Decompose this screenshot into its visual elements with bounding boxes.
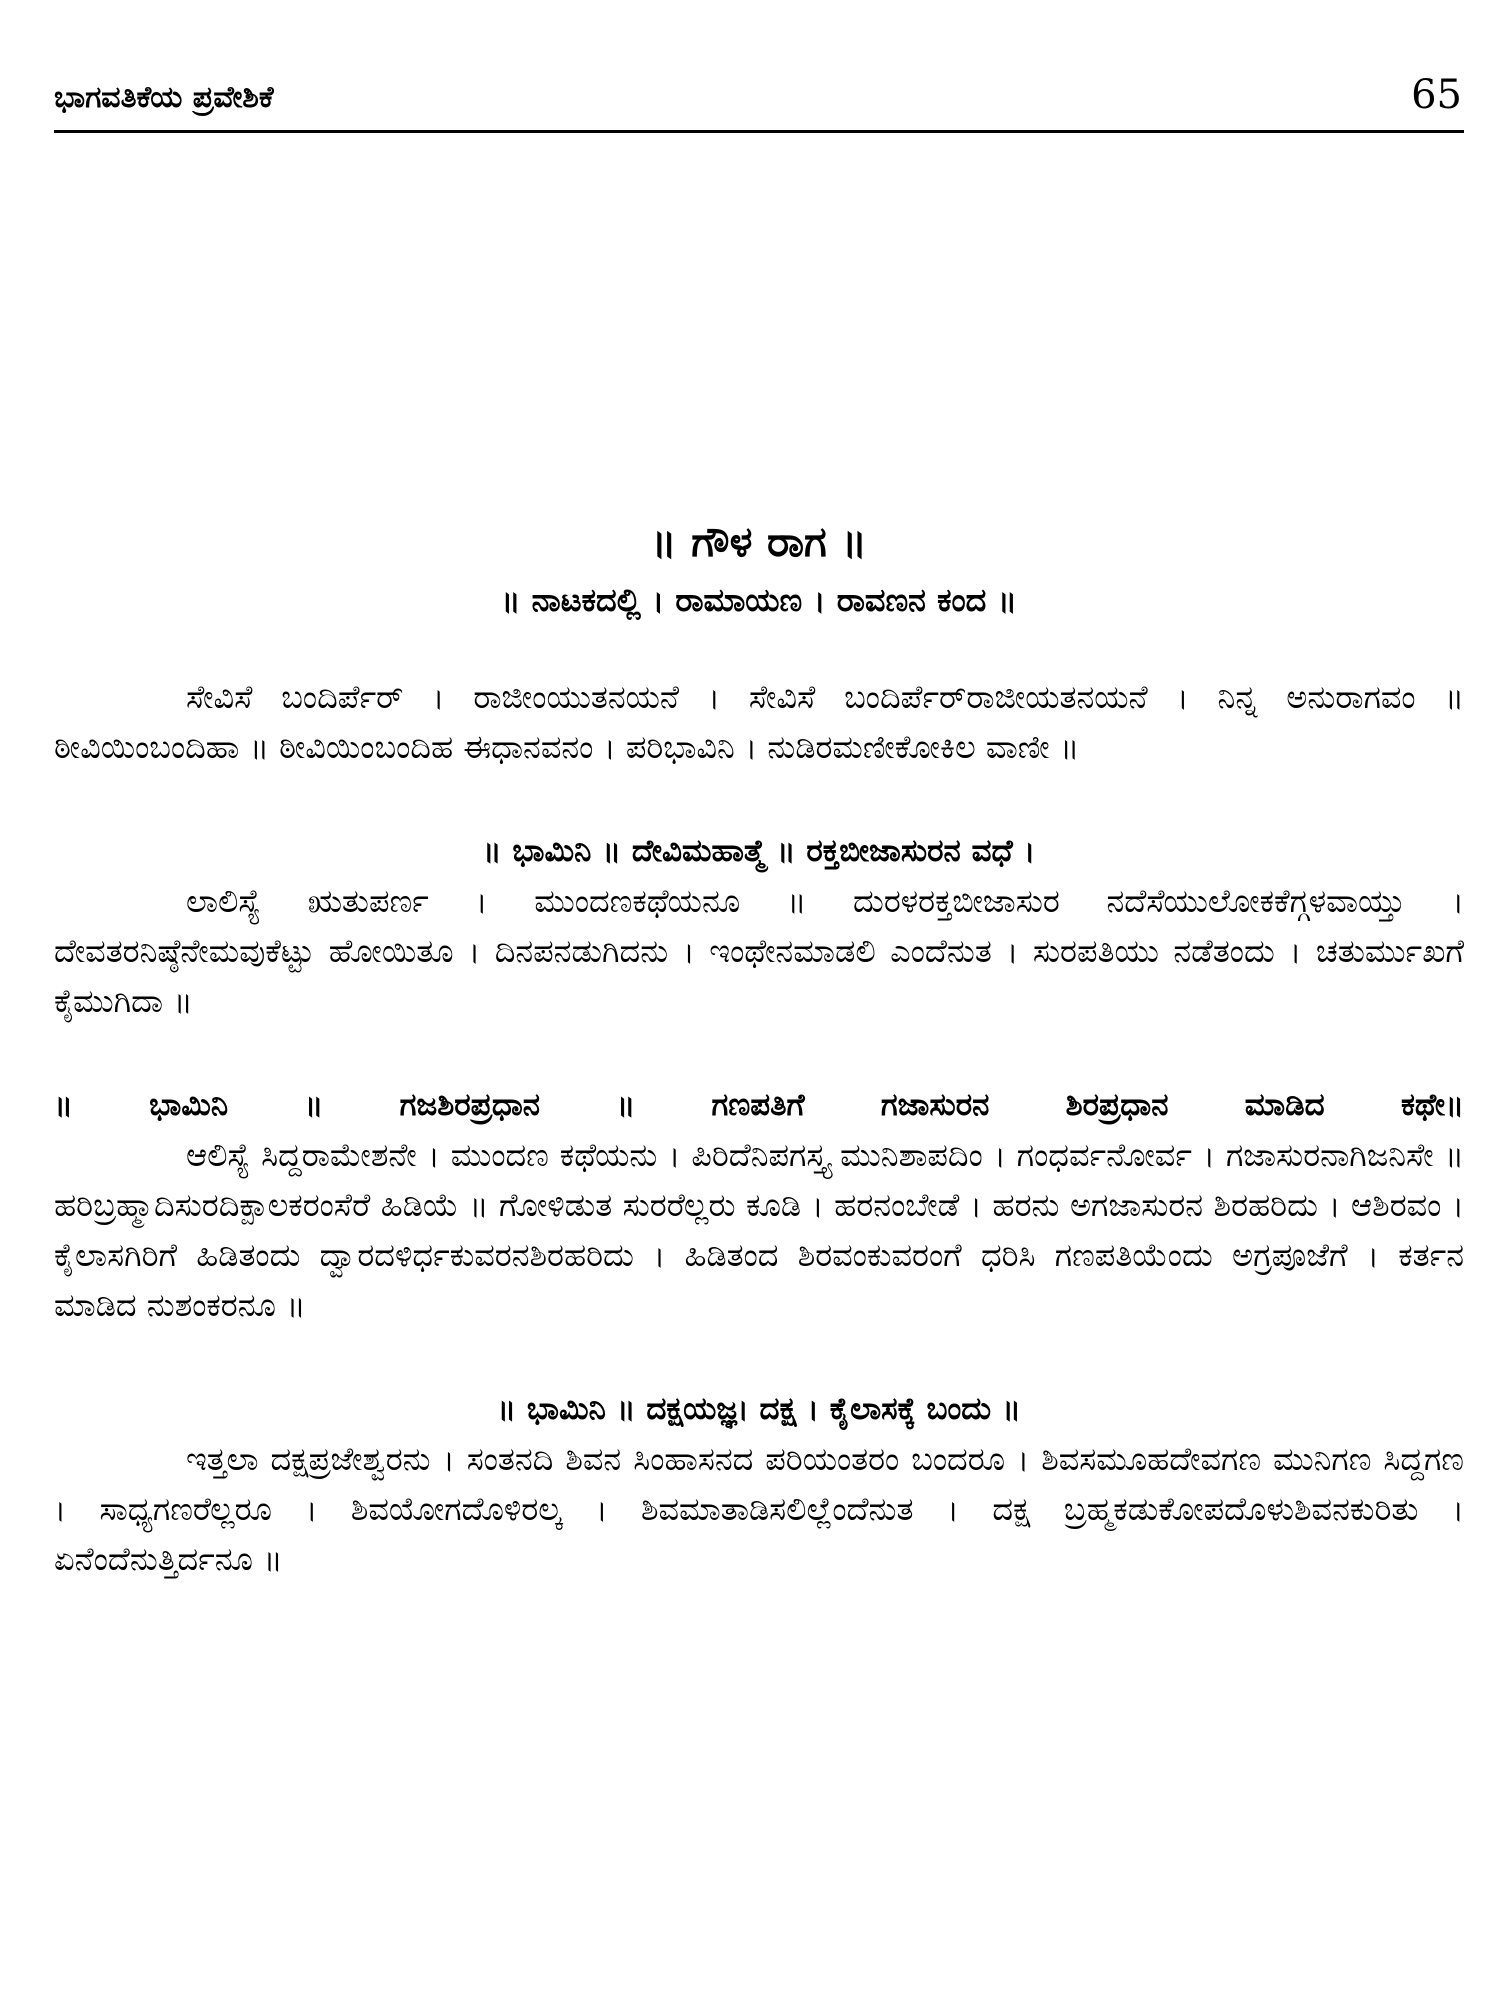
section-verse: ಲಾಲಿಸ್ಯೆ ಋತುಪರ್ಣ । ಮುಂದಣಕಥೆಯನೂ ॥ ದುರಳರಕ್ತಬೀಜಾಸುರ ನದೆಸೆಯುಲೋಕಕೆಗ್ಗಳವಾಯ್ತು । ದೇವತರನಿಷ್ಠೆನೇಮವುಕೆಟ್ಟು ಹೋಯಿತೂ । ದಿನಪನಡುಗಿದನು । ಇಂಥೇನಮಾಡಲಿ ಎಂದೆನುತ । ಸುರಪತಿಯು ನಡೆತಂದು । ಚತುರ್ಮುಖಗೆ ಕೈಮುಗಿದಾ ॥: [54, 882, 1464, 1020]
raga-title: ॥ ಗೌಳ ರಾಗ ॥: [650, 517, 868, 566]
section-dakshayajna: [54, 1384, 1464, 1584]
section-raktabija: [54, 826, 1464, 1026]
section-heading: ॥ ಭಾಮಿನಿ ॥ ಗಜಶಿರಪ್ರಧಾನ ॥ ಗಣಪತಿಗೆ ಗಜಾಸುರನ ಶಿರಪ್ರಧಾನ ಮಾಡಿದ ಕಥೇ॥: [54, 1087, 1464, 1123]
section-gajashira: [54, 1080, 1464, 1330]
section-verse: ಇತ್ತಲಾ ದಕ್ಷಪ್ರಜೇಶ್ವರನು । ಸಂತನದಿ ಶಿವನ ಸಿಂಹಾಸನದ ಪರಿಯಂತರಂ ಬಂದರೂ । ಶಿವಸಮೂಹದೇವಗಣ ಮುನಿಗಣ ಸಿದ್ದಗಣ । ಸಾಧ್ಯಗಣರೆಲ್ಲರೂ । ಶಿವಯೋಗದೊಳಿರಲ್ಕ । ಶಿವಮಾತಾಡಿಸಲಿಲ್ಲೆಂದೆನುತ । ದಕ್ಷ ಬ್ರಹ್ಮಕಡುಕೋಪದೊಳುಶಿವನಕುರಿತು । ಏನೆಂದೆನುತ್ತಿರ್ದನೂ ॥: [54, 1440, 1464, 1578]
page-header: [54, 72, 1464, 126]
section-heading: ॥ ಭಾಮಿನಿ ॥ ದಕ್ಷಯಜ್ಞ। ದಕ್ಷ । ಕೈಲಾಸಕ್ಕೆ ಬಂದು ॥: [497, 1391, 1021, 1427]
running-head: ಭಾಗವತಿಕೆಯ ಪ್ರವೇಶಿಕೆ: [54, 80, 274, 115]
header-rule: [54, 130, 1464, 133]
raga-subtitle: ॥ ನಾಟಕದಲ್ಲಿ । ರಾಮಾಯಣ । ರಾವಣನ ಕಂದ ॥: [500, 581, 1017, 619]
section-verse: ಆಲಿಸ್ಯೆ ಸಿದ್ದರಾಮೇಶನೇ । ಮುಂದಣ ಕಥೆಯನು । ಪಿರಿದೆನಿಪಗಸ್ತ್ಯ ಮುನಿಶಾಪದಿಂ । ಗಂಧರ್ವನೋರ್ವ । ಗಜಾಸುರನಾಗಿಜನಿಸೇ ॥ ಹರಿಬ್ರಹ್ಮಾದಿಸುರದಿಕ್ಪಾಲಕರಂಸೆರೆ ಹಿಡಿಯೆ ॥ ಗೋಳಿಡುತ ಸುರರೆಲ್ಲರು ಕೂಡಿ । ಹರನಂಬೇಡೆ । ಹರನು ಅಗಜಾಸುರನ ಶಿರಹರಿದು । ಆಶಿರವಂ । ಕೈಲಾಸಗಿರಿಗೆ ಹಿಡಿತಂದು ದ್ವಾರದಳಿರ್ಧಕುವರನಶಿರಹರಿದು । ಹಿಡಿತಂದ ಶಿರವಂಕುವರಂಗೆ ಧರಿಸಿ ಗಣಪತಿಯೆಂದು ಅಗ್ರಪೂಜೆಗೆ । ಕರ್ತನ ಮಾಡಿದ ನುಶಂಕರನೂ ॥: [54, 1136, 1464, 1324]
section-heading: ॥ ಭಾಮಿನಿ ॥ ದೇವಿಮಹಾತ್ಮೆ ॥ ರಕ್ತಬೀಜಾಸುರನ ವಧೆ ।: [482, 833, 1036, 869]
page-body: [54, 512, 1464, 1638]
page-number: 65: [1411, 72, 1462, 118]
raga-verse: ಸೇವಿಸೆ ಬಂದಿರ್ಪೆರ್ । ರಾಜೀಂಯುತನಯನೆ । ಸೇವಿಸೆ ಬಂದಿರ್ಪೆರ್‌ರಾಜೀಯತನಯನೆ । ನಿನ್ನ ಅನುರಾಗವಂ ॥ ಠೀವಿಯಿಂಬಂದಿಹಾ ॥ ಠೀವಿಯಿಂಬಂದಿಹ ಈಧಾನವನಂ । ಪರಿಭಾವಿನಿ । ನುಡಿರಮಣೀಕೋಕಿಲ ವಾಣೀ ॥: [54, 678, 1464, 766]
